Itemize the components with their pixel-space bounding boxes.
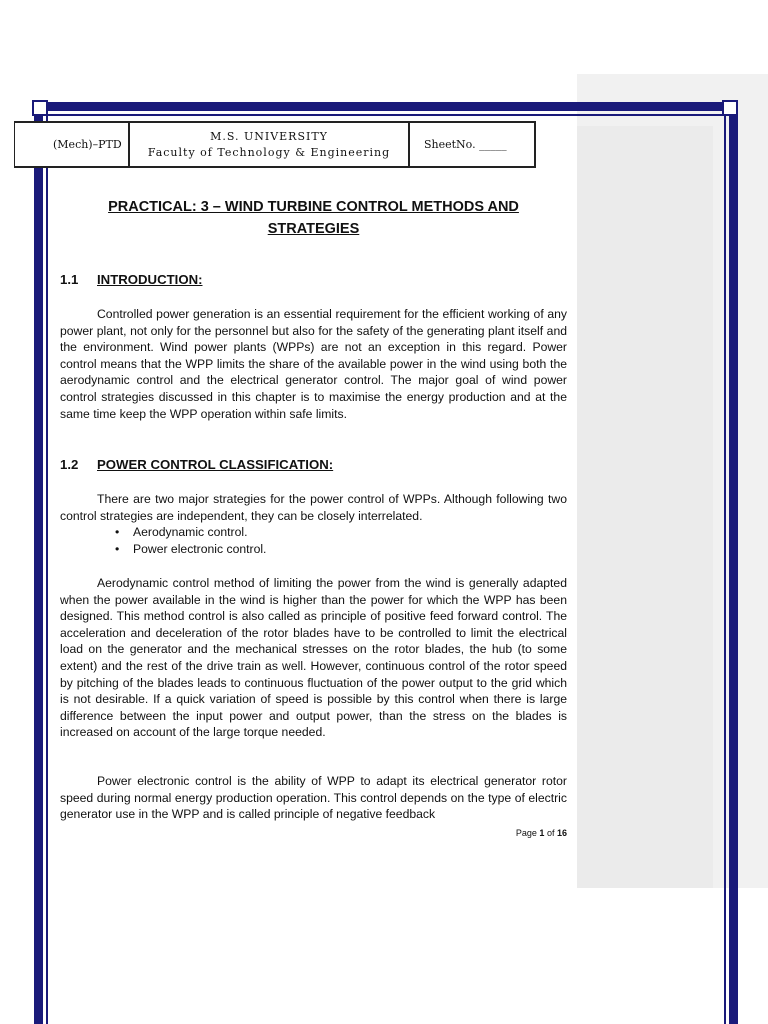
section-2-heading <box>60 457 333 472</box>
aerodynamic-paragraph: Aerodynamic control method of limiting the power from the wind is generally adapted when the power available in the wind is higher than the power for which the WPP has been designed. This method control is also called as principle of positive feed forward control. The acceleration and deceleration of the rotor blades have to be controlled to limit the electrical load on the generator and the mechanical stresses on the rotor blades, the hub (to some extent) and the rest of the drive train as well. However, continuous control of the rotor speed by pitching of the blades leads to continuous fluctuation of the power output to the grid which is not desirable. If a quick variation of speed is possible by this control when there is large difference between the input power and output power, than the stress on the blades is increased on account of the large torque needed. <box>60 576 567 740</box>
section-1-body <box>60 306 567 422</box>
aerodynamic-section <box>60 575 567 741</box>
section-2-body <box>60 491 567 557</box>
control-list <box>60 524 567 557</box>
of-word: of <box>546 828 555 838</box>
list-item: • Aerodynamic control. <box>133 524 567 541</box>
page-title-line2: STRATEGIES <box>267 221 360 237</box>
comment-margin-inner <box>577 126 713 888</box>
classification-paragraph: There are two major strategies for the power control of WPPs. Although following two control strategies are independent, they can be closely interrelated. <box>60 492 567 523</box>
section-2-number: 1.2 <box>60 457 79 472</box>
header-university: M.S. UNIVERSITY <box>210 129 328 143</box>
header-dept: (Mech)–PTD <box>15 123 130 166</box>
list-item: • Power electronic control. <box>133 541 567 558</box>
page-border-right-inner <box>724 102 726 1024</box>
border-corner-top-left <box>32 100 48 116</box>
section-1-heading <box>60 272 203 287</box>
page-border-right <box>729 102 738 1024</box>
page-total: 16 <box>556 828 567 838</box>
intro-paragraph: Controlled power generation is an essential requirement for the efficient working of any power plant, not only for the personnel but also for the safety of the generating plant itself and the environment. Wind power plants (WPPs) are not an exception in this regard. Power control means that the WPP limits the share of the available power in the wind using both the aerodynamic control and the electrical generator control. The major goal of wind power control strategies discussed in this chapter is to maximise the energy production and at the same time keep the WPP operation within safe limits. <box>60 307 567 421</box>
page-title <box>60 196 567 240</box>
header-institution <box>130 123 410 166</box>
section-1-title: INTRODUCTION: <box>97 272 203 287</box>
header-sheet-number: SheetNo. _____ <box>424 138 507 151</box>
page-number <box>480 828 567 838</box>
border-corner-top-right <box>722 100 738 116</box>
header-faculty: Faculty of Technology & Engineering <box>147 145 391 159</box>
page-border-top <box>34 102 738 111</box>
page-border-top-inner <box>34 114 738 116</box>
page-title-line1: PRACTICAL: 3 – WIND TURBINE CONTROL METHODS AND <box>108 199 519 215</box>
page-border-left <box>34 102 43 1024</box>
section-1-number: 1.1 <box>60 272 79 287</box>
page-word: Page <box>515 828 537 838</box>
section-2-title: POWER CONTROL CLASSIFICATION: <box>97 457 334 472</box>
page-current: 1 <box>539 828 545 838</box>
power-electronic-section <box>60 773 567 823</box>
header-table <box>14 121 536 168</box>
page-border-left-inner <box>46 102 48 1024</box>
power-electronic-paragraph: Power electronic control is the ability of WPP to adapt its electrical generator rotor speed during normal energy production operation. This control depends on the type of electric generator use in the WPP and is called principle of negative feedback <box>60 774 567 822</box>
